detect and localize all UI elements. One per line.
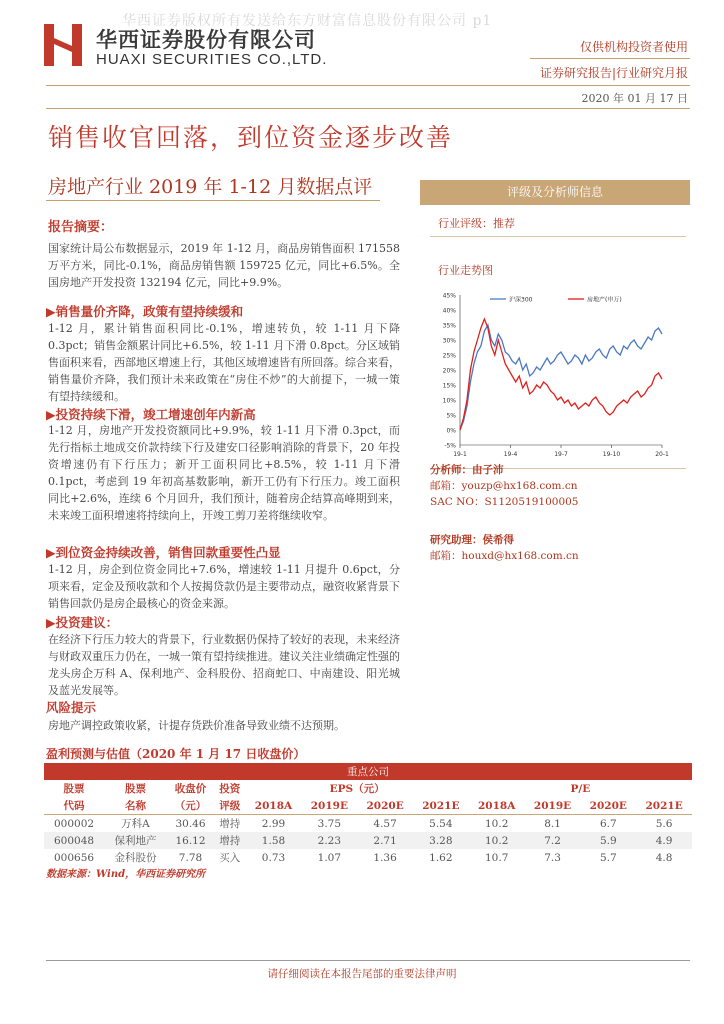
cell: 0.73: [261, 851, 286, 864]
cell: 30.46: [175, 817, 206, 830]
y-tick-label: 40%: [442, 307, 456, 315]
company-name-cn: 华西证券股份有限公司: [96, 28, 316, 52]
table-banner: 重点公司: [44, 763, 692, 780]
assistant-email[interactable]: 邮箱：houxd@hx168.com.cn: [430, 550, 579, 562]
cell: 2.71: [357, 832, 413, 849]
cell: 5.9: [580, 832, 636, 849]
risk-title: 风险提示: [46, 700, 97, 715]
trend-label: 行业走势图: [438, 264, 493, 277]
cell: 8.1: [544, 817, 561, 830]
cell: 7.2: [525, 832, 581, 849]
divider: [530, 58, 690, 59]
cell: 10.7: [485, 851, 509, 864]
data-source: 数据来源：Wind，华西证券研究所: [46, 869, 206, 880]
cell: 增持: [214, 832, 245, 849]
col-header-pe: P/E: [570, 782, 591, 795]
table-row: [44, 849, 692, 866]
legend-label-0: 沪深300: [509, 296, 533, 304]
y-tick-label: 30%: [442, 337, 456, 345]
divider: [430, 236, 686, 237]
y-tick-label: 45%: [442, 292, 456, 300]
assistant-block: [430, 532, 579, 564]
col-header: 代码: [44, 797, 104, 815]
cell: 1.36: [373, 851, 397, 864]
section-text-funding: 1-12 月，房企到位资金同比+7.6%，增速较 1-11 月提升 0.6pct，分项来看，定金及预收款和个人按揭贷款仍是主要带动点，融资收紧背景下销售回款仍是房企最核心的资金来源。: [48, 563, 400, 610]
cell: 4.9: [636, 832, 692, 849]
cell: 增持: [219, 818, 241, 830]
cell: 万科A: [121, 818, 150, 830]
audience-tag: 仅供机构投资者使用: [579, 40, 688, 54]
cell: 10.2: [469, 832, 525, 849]
table-title: 盈利预测与估值（2020 年 1 月 17 日收盘价）: [46, 747, 306, 761]
analyst-email[interactable]: 邮箱：youzp@hx168.com.cn: [430, 480, 578, 492]
y-tick-label: 15%: [442, 382, 456, 390]
x-tick-label: 20-1: [655, 451, 669, 458]
col-header: （元）: [167, 797, 214, 815]
cell: 5.7: [599, 851, 617, 864]
col-header: 2021E: [636, 797, 692, 815]
cell: 1.58: [246, 832, 302, 849]
divider: [46, 85, 690, 86]
table-row: [44, 832, 692, 849]
summary-intro: 国家统计局公布数据显示，2019 年 1-12 月，商品房销售面积 171558 万平方米，同比-0.1%，商品房销售额 159725 亿元，同比+6.5%。全国房地产开发投资 132194 亿元，同比+9.9%。: [48, 242, 400, 289]
footer-disclaimer[interactable]: 请仔细阅读在本报告尾部的重要法律声明: [267, 968, 457, 980]
y-tick-label: 0%: [446, 427, 456, 435]
summary-heading: 报告摘要：: [48, 220, 114, 235]
col-header: 2021E: [413, 797, 469, 815]
col-header-eps: EPS（元）: [329, 783, 385, 795]
col-header: 收盘价: [174, 783, 207, 795]
section-title-investment: ▶投资持续下滑，竣工增速创年内新高: [46, 407, 256, 422]
col-header: 2018A: [469, 797, 525, 815]
table-header-row-2: [44, 797, 692, 815]
divider: [46, 200, 380, 201]
risk-text: 房地产调控政策收紧，计提存货跌价准备导致业绩不达预期。: [48, 719, 345, 732]
y-tick-label: 10%: [442, 397, 456, 405]
cell: 4.57: [373, 817, 397, 830]
divider: [46, 108, 690, 109]
cell: 买入: [219, 852, 241, 864]
section-title-sales: ▶销售量价齐降，政策有望持续缓和: [46, 304, 244, 319]
section-text-investment: 1-12 月，房地产开发投资额同比+9.9%，较 1-11 月下滑 0.3pct，而先行指标土地成交价款持续下行及建安口径影响消除的背景下，20 年投资增速仍有下行压力；新开工面积同比+8.5%，较 1-11 月下滑 0.1pct，考虑到 19 年初高基数影响，新开工仍有下行压力。竣工面积同比+2.6%，连续 6 个月回升，我们预计，随着房企结算高峰期到来，未来竣工面积增速将持续向上，开竣工剪刀差将继续收窄。: [48, 424, 400, 522]
col-header: 2018A: [246, 797, 302, 815]
cell: 7.3: [544, 851, 561, 864]
col-header: 名称: [104, 797, 167, 815]
section-text-sales: 1-12 月，累计销售面积同比-0.1%，增速转负，较 1-11 月下降 0.3pct；销售金额累计同比+6.5%，较 1-11 月下滑 0.8pct。分区域销售面积来看，西部地区增速上行，其他区域增速皆有所回落。综合来看，销售量价齐降，我们预计未来政策在“房住不炒”的大前提下，一城一策有望持续缓和。: [48, 322, 400, 403]
x-tick-label: 19-4: [503, 451, 518, 458]
cell: 3.28: [413, 832, 469, 849]
assistant-name: 研究助理：侯希得: [430, 534, 514, 546]
col-header: 2020E: [357, 797, 413, 815]
legend-label-1: 房地产(申万): [587, 296, 622, 304]
section-title-advice: ▶投资建议：: [46, 615, 119, 630]
industry-rating: 行业评级：推荐: [438, 217, 515, 230]
cell: 5.54: [429, 817, 453, 830]
x-tick-label: 19-10: [602, 451, 621, 458]
company-name-en: HUAXI SECURITIES CO.,LTD.: [96, 51, 328, 68]
cell: 金科股份: [114, 852, 157, 864]
report-date: 2020 年 01 月 17 日: [581, 92, 688, 105]
col-header: 2019E: [301, 797, 357, 815]
cell: 10.2: [485, 817, 509, 830]
cell: 1.07: [317, 851, 342, 864]
report-title: 销售收官回落，到位资金逐步改善: [48, 123, 454, 152]
analyst-name: 分析师：由子沛: [430, 464, 504, 476]
x-tick-label: 19-7: [554, 451, 568, 458]
analyst-sac: SAC NO：S1120519100005: [430, 496, 579, 508]
col-header: 投资: [219, 783, 241, 795]
cell: 2.23: [301, 832, 357, 849]
table-banner-row: [44, 763, 692, 780]
report-subtitle: 房地产行业 2019 年 1-12 月数据点评: [48, 176, 373, 198]
section-text-advice: 在经济下行压力较大的背景下，行业数据仍保持了较好的表现，未来经济与财政双重压力仍在，一城一策有望持续推进。建议关注业绩确定性强的龙头房企万科 A、保利地产、金科股份、招商蛇口、中南建设、阳光城及蓝光发展等。: [48, 633, 400, 697]
rating-box-title: 评级及分析师信息: [420, 180, 690, 205]
x-tick-label: 19-1: [453, 451, 467, 458]
cell: 600048: [44, 832, 104, 849]
cell: 6.7: [599, 817, 617, 830]
estimate-table: [44, 763, 692, 866]
cell: 000002: [53, 817, 95, 830]
y-tick-label: 5%: [446, 412, 456, 420]
cell: 000656: [53, 851, 95, 864]
watermark: 华西证券版权所有发送给东方财富信息股份有限公司 p1: [122, 13, 493, 29]
col-header: 2019E: [525, 797, 581, 815]
cell: 7.78: [178, 851, 203, 864]
cell: 1.62: [429, 851, 453, 864]
analyst-block: [430, 462, 578, 510]
cell: 3.75: [317, 817, 342, 830]
col-header: 股票: [63, 783, 85, 795]
cell: 保利地产: [104, 832, 167, 849]
cell: 4.8: [655, 851, 673, 864]
col-header: 2020E: [580, 797, 636, 815]
cell: 16.12: [167, 832, 214, 849]
divider: [46, 960, 690, 961]
cell: 2.99: [261, 817, 286, 830]
y-tick-label: 20%: [442, 367, 456, 375]
section-title-funding: ▶到位资金持续改善，销售回款重要性凸显: [46, 545, 281, 560]
report-type: 证券研究报告|行业研究月报: [539, 66, 688, 80]
table-row: [44, 815, 692, 833]
industry-trend-chart: [430, 285, 670, 465]
company-logo: [44, 24, 86, 66]
cell: 5.6: [655, 817, 673, 830]
col-header: 评级: [214, 797, 245, 815]
y-tick-label: 35%: [442, 322, 456, 330]
col-header: 股票: [124, 783, 146, 795]
y-tick-label: 25%: [442, 352, 456, 360]
table-header-row-1: [44, 780, 692, 797]
y-tick-label: -5%: [444, 442, 456, 450]
